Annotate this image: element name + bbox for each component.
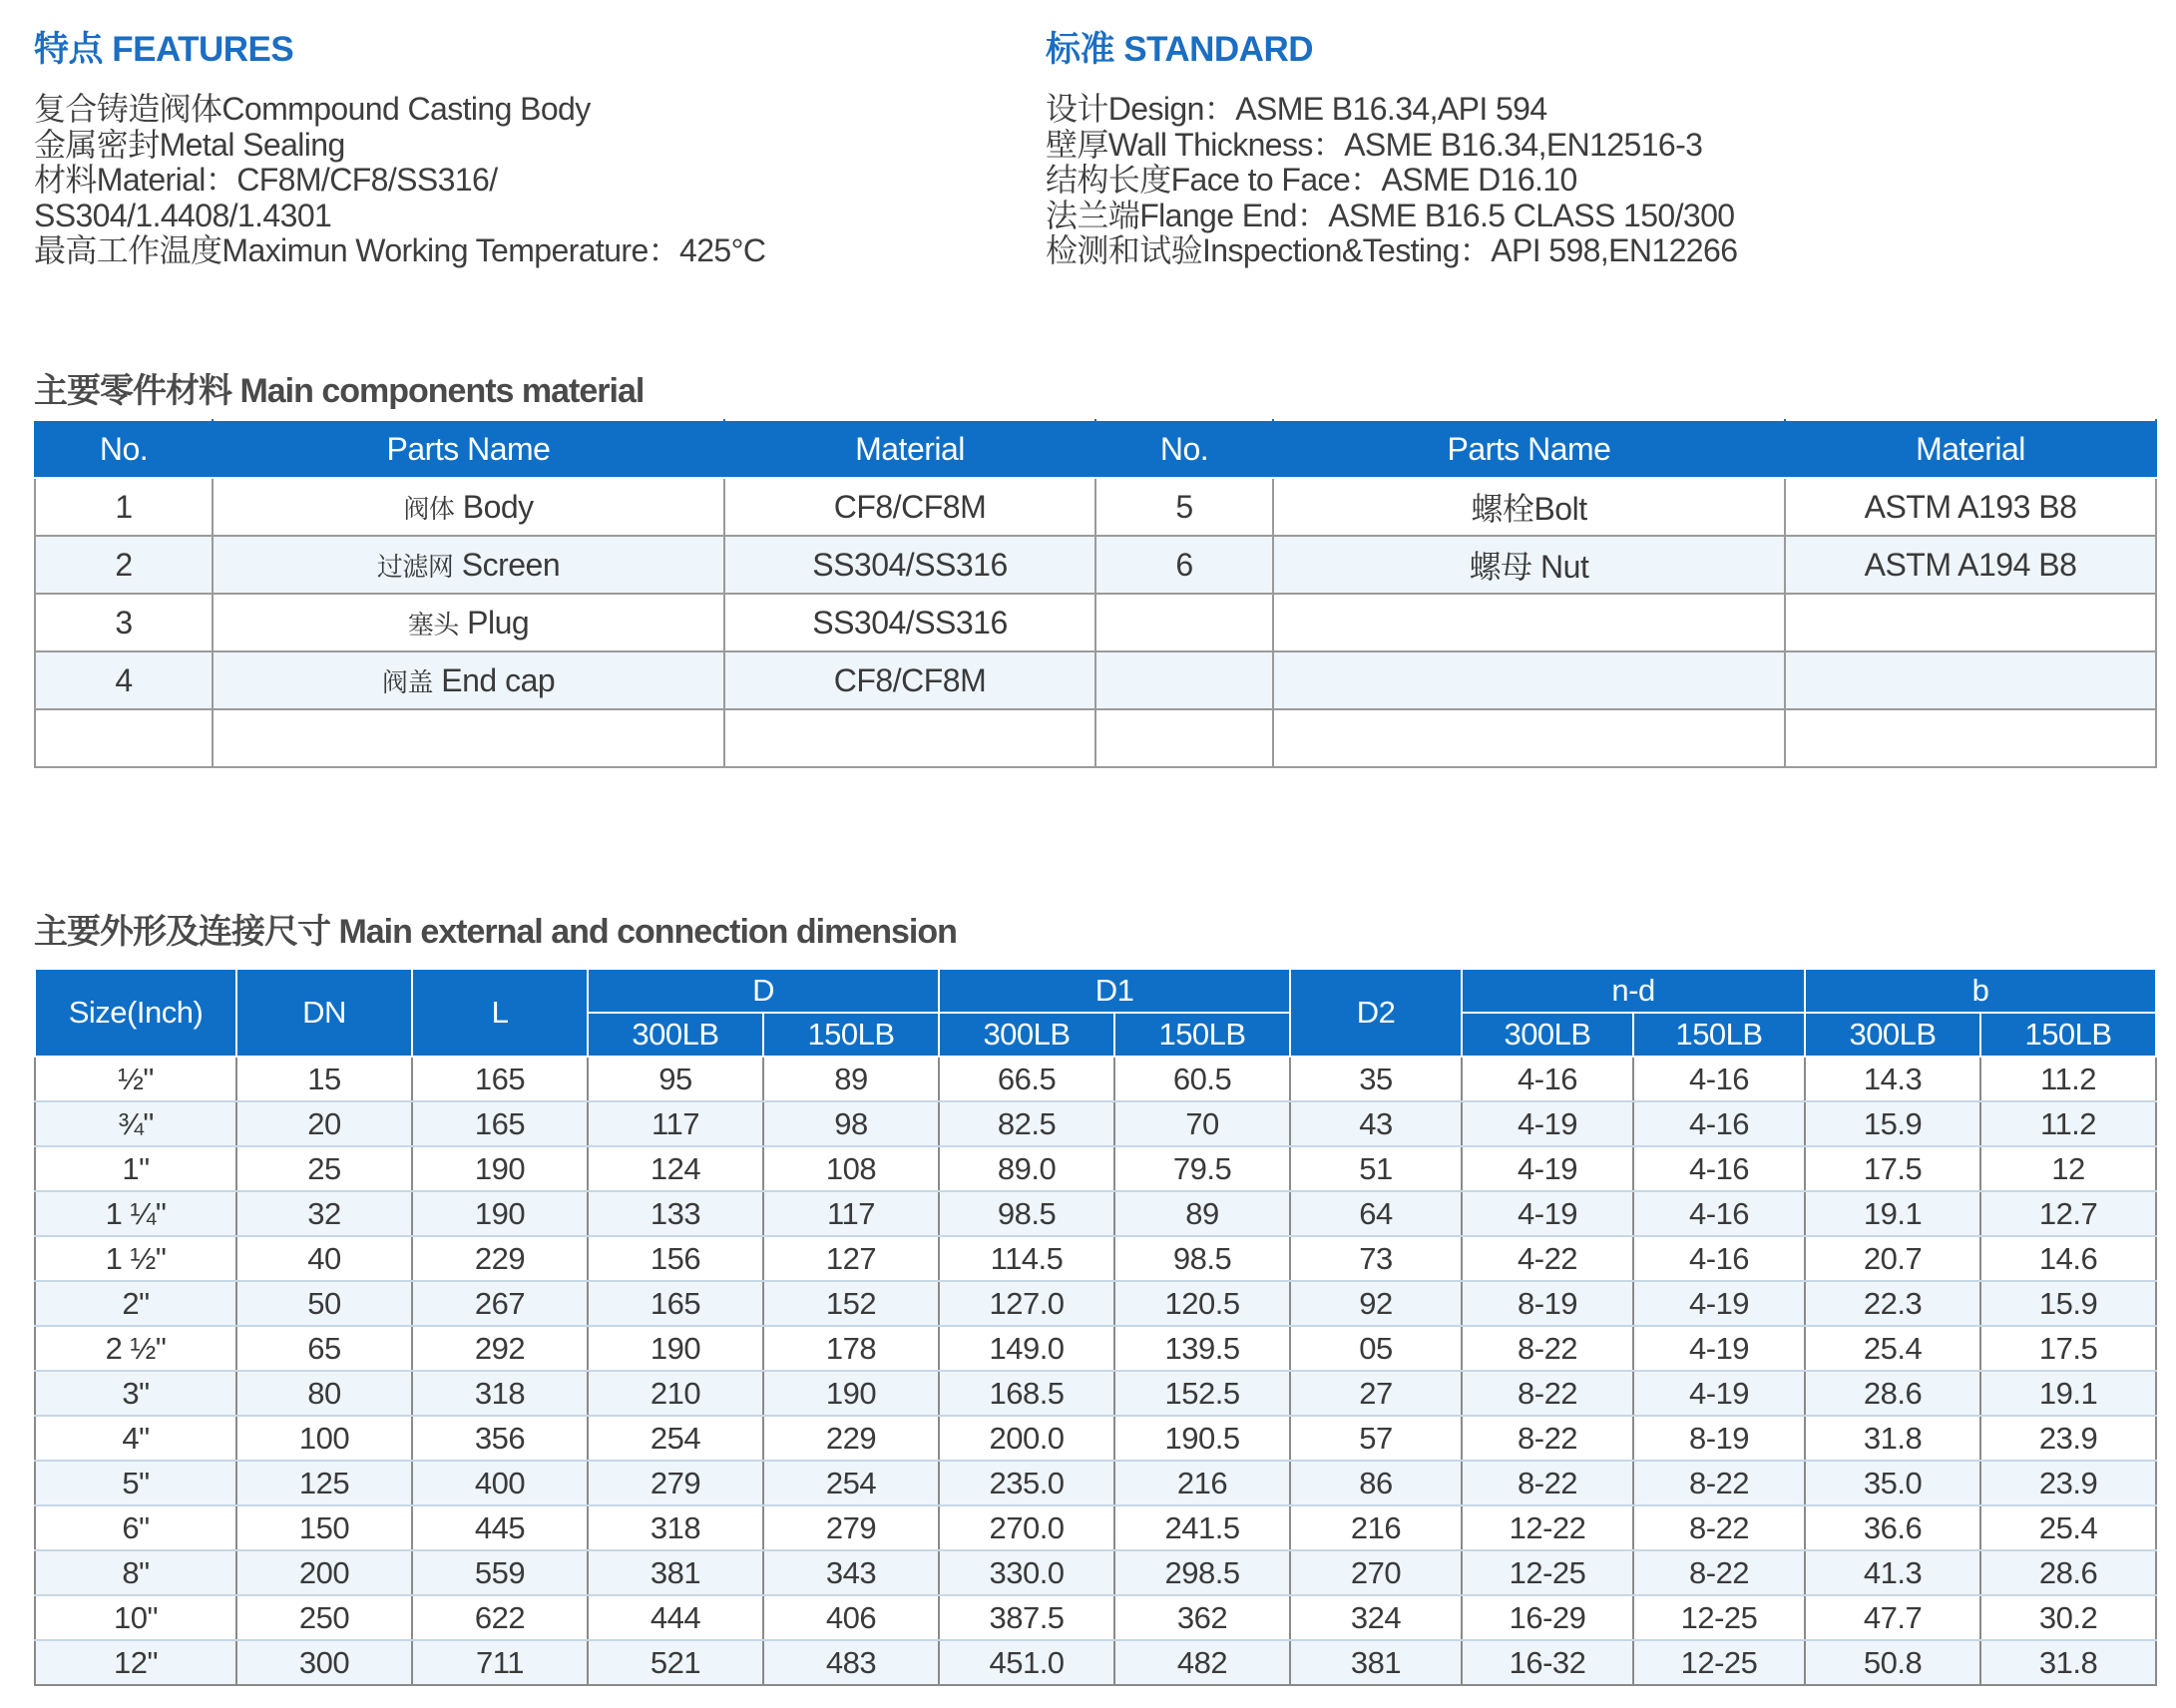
dims-cell-d1-150lb: 152.5 — [1114, 1371, 1290, 1416]
dims-cell-d1-300lb: 66.5 — [939, 1057, 1114, 1101]
dims-cell-l: 165 — [412, 1101, 588, 1146]
dims-cell-n-d-300lb: 4-22 — [1462, 1236, 1633, 1281]
dims-cell-d-300lb: 165 — [588, 1281, 763, 1326]
dims-row — [35, 1461, 2156, 1505]
dims-cell-dn: 100 — [236, 1416, 412, 1461]
parts-material-cell: ASTM A193 B8 — [1785, 478, 2156, 536]
dims-cell-b-150lb: 14.6 — [1980, 1236, 2156, 1281]
dims-cell-n-d-150lb: 8-22 — [1633, 1461, 1805, 1505]
dims-cell-n-d-150lb: 12-25 — [1633, 1595, 1805, 1640]
dims-cell-n-d-150lb: 12-25 — [1633, 1640, 1805, 1685]
parts-no-cell — [1095, 709, 1273, 767]
dims-cell-b-150lb: 31.8 — [1980, 1640, 2156, 1685]
dims-cell-size: 5" — [35, 1461, 236, 1505]
dims-cell-d2: 57 — [1290, 1416, 1462, 1461]
dims-cell-size: 10" — [35, 1595, 236, 1640]
dims-cell-d1-300lb: 451.0 — [939, 1640, 1114, 1685]
dims-cell-l: 190 — [412, 1146, 588, 1191]
dims-cell-d1-150lb: 79.5 — [1114, 1146, 1290, 1191]
dims-cell-n-d-300lb: 8-22 — [1462, 1371, 1633, 1416]
dims-cell-d1-150lb: 241.5 — [1114, 1505, 1290, 1550]
standard-line: 设计Design：ASME B16.34,API 594 — [1046, 91, 1547, 127]
dims-cell-d1-150lb: 98.5 — [1114, 1236, 1290, 1281]
dims-cell-b-150lb: 23.9 — [1980, 1461, 2156, 1505]
dims-cell-b-150lb: 11.2 — [1980, 1101, 2156, 1146]
dims-cell-n-d-300lb: 8-22 — [1462, 1416, 1633, 1461]
parts-no-cell — [35, 709, 213, 767]
features-line: 最高工作温度Maximun Working Temperature：425°C — [34, 232, 766, 268]
features-block — [34, 26, 765, 269]
dims-cell-n-d-150lb: 4-16 — [1633, 1191, 1805, 1236]
dims-cell-d1-150lb: 139.5 — [1114, 1326, 1290, 1371]
dims-header-row — [35, 969, 2156, 1013]
dims-cell-b-300lb: 47.7 — [1805, 1595, 1980, 1640]
dims-cell-n-d-150lb: 4-19 — [1633, 1326, 1805, 1371]
dims-cell-d-300lb: 117 — [588, 1101, 763, 1146]
dims-cell-n-d-150lb: 4-16 — [1633, 1146, 1805, 1191]
dims-cell-size: 12" — [35, 1640, 236, 1685]
dims-cell-d-150lb: 127 — [763, 1236, 939, 1281]
parts-name-cell — [1273, 478, 1785, 536]
parts-name-cell — [1273, 536, 1785, 594]
dims-cell-d-150lb: 152 — [763, 1281, 939, 1326]
dims-row — [35, 1101, 2156, 1146]
dims-cell-d2: 27 — [1290, 1371, 1462, 1416]
dims-cell-n-d-150lb: 4-16 — [1633, 1236, 1805, 1281]
parts-name-cn: 塞头 — [407, 609, 459, 640]
features-title: 特点 FEATURES — [34, 30, 294, 69]
dims-cell-l: 559 — [412, 1550, 588, 1595]
dims-cell-size: 1 ¼" — [35, 1191, 236, 1236]
dims-cell-b-150lb: 28.6 — [1980, 1550, 2156, 1595]
dims-cell-d1-150lb: 216 — [1114, 1461, 1290, 1505]
dims-row — [35, 1550, 2156, 1595]
parts-row — [35, 651, 2156, 709]
dims-cell-b-300lb: 31.8 — [1805, 1416, 1980, 1461]
parts-section-title: 主要零件材料 Main components material — [34, 372, 645, 410]
dims-cell-d-300lb: 521 — [588, 1640, 763, 1685]
dims-cell-d1-300lb: 200.0 — [939, 1416, 1114, 1461]
dims-cell-d1-150lb: 298.5 — [1114, 1550, 1290, 1595]
dims-cell-d2: 381 — [1290, 1640, 1462, 1685]
parts-name-cell — [213, 594, 724, 651]
dims-row — [35, 1057, 2156, 1101]
dims-cell-d2: 51 — [1290, 1146, 1462, 1191]
dims-cell-d-300lb: 444 — [588, 1595, 763, 1640]
dims-cell-d2: 35 — [1290, 1057, 1462, 1101]
dims-cell-size: 8" — [35, 1550, 236, 1595]
dims-cell-d2: 86 — [1290, 1461, 1462, 1505]
dims-cell-d1-150lb: 60.5 — [1114, 1057, 1290, 1101]
dims-cell-n-d-150lb: 8-19 — [1633, 1416, 1805, 1461]
parts-row — [35, 478, 2156, 536]
header-material: Material — [1785, 420, 2156, 478]
parts-name-en: End cap — [432, 661, 556, 698]
parts-row — [35, 709, 2156, 767]
dims-cell-d1-300lb: 114.5 — [939, 1236, 1114, 1281]
parts-no-cell: 1 — [35, 478, 213, 536]
parts-no-cell — [1095, 594, 1273, 651]
dims-cell-b-150lb: 12.7 — [1980, 1191, 2156, 1236]
parts-name-cn: 过滤网 — [376, 551, 454, 582]
parts-name-cn: 阀盖 — [381, 666, 433, 697]
parts-material-cell — [724, 709, 1095, 767]
parts-material-cell — [1785, 709, 2156, 767]
standard-title: 标准 STANDARD — [1046, 30, 1314, 69]
dims-cell-b-150lb: 12 — [1980, 1146, 2156, 1191]
dims-cell-b-300lb: 36.6 — [1805, 1505, 1980, 1550]
dims-cell-b-300lb: 14.3 — [1805, 1057, 1980, 1101]
dims-cell-b-150lb: 30.2 — [1980, 1595, 2156, 1640]
dims-cell-size: 2 ½" — [35, 1326, 236, 1371]
dims-cell-d1-150lb: 482 — [1114, 1640, 1290, 1685]
dims-cell-d1-300lb: 127.0 — [939, 1281, 1114, 1326]
parts-no-cell: 6 — [1095, 536, 1273, 594]
dims-cell-d1-300lb: 82.5 — [939, 1101, 1114, 1146]
parts-table — [34, 419, 2157, 768]
subheader-300lb: 300LB — [939, 1013, 1114, 1057]
dims-cell-dn: 32 — [236, 1191, 412, 1236]
dims-cell-b-150lb: 11.2 — [1980, 1057, 2156, 1101]
features-line: 金属密封Metal Sealing — [34, 126, 345, 163]
subheader-150lb: 150LB — [1980, 1013, 2156, 1057]
dims-cell-d-150lb: 343 — [763, 1550, 939, 1595]
dims-cell-d-150lb: 108 — [763, 1146, 939, 1191]
dims-cell-dn: 65 — [236, 1326, 412, 1371]
dims-cell-b-150lb: 15.9 — [1980, 1281, 2156, 1326]
header-d: D — [588, 969, 939, 1013]
standard-line: 检测和试验Inspection&Testing：API 598,EN12266 — [1046, 232, 1738, 268]
dims-cell-n-d-300lb: 8-19 — [1462, 1281, 1633, 1326]
parts-material-cell: ASTM A194 B8 — [1785, 536, 2156, 594]
dims-cell-l: 318 — [412, 1371, 588, 1416]
subheader-300lb: 300LB — [1462, 1013, 1633, 1057]
parts-header-row — [35, 420, 2156, 478]
dims-cell-d2: 92 — [1290, 1281, 1462, 1326]
dims-cell-d1-300lb: 168.5 — [939, 1371, 1114, 1416]
dims-cell-d1-300lb: 149.0 — [939, 1326, 1114, 1371]
dims-cell-d-300lb: 124 — [588, 1146, 763, 1191]
header-b: b — [1805, 969, 2156, 1013]
dims-cell-d-300lb: 279 — [588, 1461, 763, 1505]
dims-cell-d2: 216 — [1290, 1505, 1462, 1550]
header-dn: DN — [236, 969, 412, 1057]
dims-cell-b-300lb: 15.9 — [1805, 1101, 1980, 1146]
parts-name-cn: 阀体 — [403, 493, 455, 524]
parts-material-cell: SS304/SS316 — [724, 594, 1095, 651]
dims-cell-d2: 64 — [1290, 1191, 1462, 1236]
parts-no-cell: 3 — [35, 594, 213, 651]
parts-name-cell — [1273, 651, 1785, 709]
dims-cell-dn: 25 — [236, 1146, 412, 1191]
dims-cell-size: 2" — [35, 1281, 236, 1326]
dims-cell-n-d-150lb: 8-22 — [1633, 1505, 1805, 1550]
standard-block — [1046, 26, 1737, 269]
dims-cell-b-300lb: 25.4 — [1805, 1326, 1980, 1371]
dims-cell-b-300lb: 20.7 — [1805, 1236, 1980, 1281]
parts-material-cell: CF8/CF8M — [724, 651, 1095, 709]
dims-cell-b-300lb: 19.1 — [1805, 1191, 1980, 1236]
dims-cell-dn: 80 — [236, 1371, 412, 1416]
header-size: Size(Inch) — [35, 969, 236, 1057]
dims-cell-d-150lb: 190 — [763, 1371, 939, 1416]
dims-cell-d-150lb: 117 — [763, 1191, 939, 1236]
parts-no-cell — [1095, 651, 1273, 709]
dims-row — [35, 1371, 2156, 1416]
dims-row — [35, 1416, 2156, 1461]
dims-cell-dn: 250 — [236, 1595, 412, 1640]
dims-cell-n-d-300lb: 16-29 — [1462, 1595, 1633, 1640]
dims-cell-d-150lb: 89 — [763, 1057, 939, 1101]
parts-no-cell: 4 — [35, 651, 213, 709]
dims-cell-b-300lb: 28.6 — [1805, 1371, 1980, 1416]
dims-cell-l: 190 — [412, 1191, 588, 1236]
subheader-150lb: 150LB — [1633, 1013, 1805, 1057]
dims-cell-dn: 300 — [236, 1640, 412, 1685]
dims-row — [35, 1236, 2156, 1281]
dims-cell-b-150lb: 25.4 — [1980, 1505, 2156, 1550]
dims-row — [35, 1595, 2156, 1640]
dims-cell-n-d-150lb: 4-16 — [1633, 1057, 1805, 1101]
dims-cell-d-300lb: 318 — [588, 1505, 763, 1550]
dims-cell-d1-150lb: 120.5 — [1114, 1281, 1290, 1326]
parts-row — [35, 594, 2156, 651]
dims-cell-n-d-150lb: 4-19 — [1633, 1281, 1805, 1326]
dims-cell-dn: 50 — [236, 1281, 412, 1326]
dims-cell-n-d-300lb: 8-22 — [1462, 1461, 1633, 1505]
dims-cell-n-d-300lb: 4-19 — [1462, 1101, 1633, 1146]
dims-cell-n-d-300lb: 12-25 — [1462, 1550, 1633, 1595]
dims-cell-d1-150lb: 89 — [1114, 1191, 1290, 1236]
parts-name-cell — [213, 651, 724, 709]
dims-cell-d1-150lb: 70 — [1114, 1101, 1290, 1146]
dims-cell-l: 445 — [412, 1505, 588, 1550]
dims-cell-size: 6" — [35, 1505, 236, 1550]
dims-cell-n-d-150lb: 4-19 — [1633, 1371, 1805, 1416]
dims-cell-dn: 125 — [236, 1461, 412, 1505]
dims-cell-d-150lb: 406 — [763, 1595, 939, 1640]
parts-material-cell: SS304/SS316 — [724, 536, 1095, 594]
parts-name-cell — [213, 709, 724, 767]
dims-cell-n-d-150lb: 4-16 — [1633, 1101, 1805, 1146]
standard-line: 结构长度Face to Face：ASME D16.10 — [1046, 162, 1577, 198]
parts-name-cell — [1273, 594, 1785, 651]
parts-material-cell: CF8/CF8M — [724, 478, 1095, 536]
dims-cell-d-150lb: 178 — [763, 1326, 939, 1371]
dims-cell-n-d-300lb: 4-19 — [1462, 1191, 1633, 1236]
features-line: 复合铸造阀体Commpound Casting Body — [34, 91, 591, 127]
header-d1: D1 — [939, 969, 1290, 1013]
dims-cell-n-d-300lb: 4-16 — [1462, 1057, 1633, 1101]
dims-cell-d-150lb: 483 — [763, 1640, 939, 1685]
dims-cell-b-300lb: 41.3 — [1805, 1550, 1980, 1595]
dims-cell-l: 356 — [412, 1416, 588, 1461]
parts-name-cn: 螺母 — [1469, 549, 1532, 585]
header-no: No. — [35, 420, 213, 478]
dims-cell-size: 1 ½" — [35, 1236, 236, 1281]
dims-cell-n-d-300lb: 16-32 — [1462, 1640, 1633, 1685]
parts-name-en: Bolt — [1533, 491, 1587, 527]
dims-cell-d-300lb: 381 — [588, 1550, 763, 1595]
parts-name-en: Body — [454, 488, 534, 525]
dims-cell-size: 4" — [35, 1416, 236, 1461]
dims-cell-size: 1" — [35, 1146, 236, 1191]
dims-cell-d2: 43 — [1290, 1101, 1462, 1146]
dims-cell-d1-300lb: 89.0 — [939, 1146, 1114, 1191]
dims-cell-d1-300lb: 387.5 — [939, 1595, 1114, 1640]
dims-cell-d1-150lb: 190.5 — [1114, 1416, 1290, 1461]
parts-name-cn: 螺栓 — [1471, 491, 1534, 527]
parts-material-cell — [1785, 594, 2156, 651]
dims-row — [35, 1505, 2156, 1550]
dims-cell-d2: 05 — [1290, 1326, 1462, 1371]
dims-cell-b-150lb: 23.9 — [1980, 1416, 2156, 1461]
dims-cell-d2: 270 — [1290, 1550, 1462, 1595]
header-material: Material — [724, 420, 1095, 478]
dims-cell-d-300lb: 190 — [588, 1326, 763, 1371]
subheader-300lb: 300LB — [1805, 1013, 1980, 1057]
dims-cell-dn: 15 — [236, 1057, 412, 1101]
dims-cell-l: 229 — [412, 1236, 588, 1281]
dims-cell-dn: 150 — [236, 1505, 412, 1550]
dims-cell-b-300lb: 17.5 — [1805, 1146, 1980, 1191]
parts-material-cell — [1785, 651, 2156, 709]
dims-row — [35, 1281, 2156, 1326]
dims-cell-b-150lb: 17.5 — [1980, 1326, 2156, 1371]
dims-cell-l: 622 — [412, 1595, 588, 1640]
dims-cell-d1-300lb: 98.5 — [939, 1191, 1114, 1236]
parts-name-en: Plug — [458, 604, 530, 640]
dims-cell-n-d-150lb: 8-22 — [1633, 1550, 1805, 1595]
features-line: SS304/1.4408/1.4301 — [34, 197, 332, 233]
dims-cell-l: 165 — [412, 1057, 588, 1101]
header-parts-name: Parts Name — [213, 420, 724, 478]
parts-no-cell: 2 — [35, 536, 213, 594]
parts-name-cell — [213, 536, 724, 594]
dims-cell-size: 3" — [35, 1371, 236, 1416]
dims-cell-n-d-300lb: 4-19 — [1462, 1146, 1633, 1191]
dims-cell-dn: 40 — [236, 1236, 412, 1281]
dims-row — [35, 1191, 2156, 1236]
dims-table — [34, 968, 2157, 1686]
dims-cell-dn: 200 — [236, 1550, 412, 1595]
dims-cell-d-150lb: 229 — [763, 1416, 939, 1461]
dims-cell-d-300lb: 210 — [588, 1371, 763, 1416]
dims-cell-size: ½" — [35, 1057, 236, 1101]
standard-line: 法兰端Flange End：ASME B16.5 CLASS 150/300 — [1046, 197, 1735, 233]
header-n-d: n-d — [1462, 969, 1805, 1013]
dims-cell-n-d-300lb: 12-22 — [1462, 1505, 1633, 1550]
dims-row — [35, 1146, 2156, 1191]
dims-cell-size: ¾" — [35, 1101, 236, 1146]
features-line: 材料Material：CF8M/CF8/SS316/ — [34, 162, 498, 198]
subheader-300lb: 300LB — [588, 1013, 763, 1057]
dims-cell-n-d-300lb: 8-22 — [1462, 1326, 1633, 1371]
dims-cell-b-150lb: 19.1 — [1980, 1371, 2156, 1416]
dims-cell-d-150lb: 98 — [763, 1101, 939, 1146]
dims-cell-d-300lb: 156 — [588, 1236, 763, 1281]
dims-cell-l: 267 — [412, 1281, 588, 1326]
parts-name-en: Nut — [1531, 549, 1589, 585]
header-d2: D2 — [1290, 969, 1462, 1057]
dims-row — [35, 1326, 2156, 1371]
subheader-150lb: 150LB — [1114, 1013, 1290, 1057]
dims-cell-d-300lb: 254 — [588, 1416, 763, 1461]
header-l: L — [412, 969, 588, 1057]
dims-cell-d1-300lb: 235.0 — [939, 1461, 1114, 1505]
dims-cell-d2: 324 — [1290, 1595, 1462, 1640]
dims-cell-b-300lb: 50.8 — [1805, 1640, 1980, 1685]
dims-cell-d-150lb: 279 — [763, 1505, 939, 1550]
dims-cell-d-150lb: 254 — [763, 1461, 939, 1505]
dims-cell-b-300lb: 35.0 — [1805, 1461, 1980, 1505]
standard-line: 壁厚Wall Thickness：ASME B16.34,EN12516-3 — [1046, 126, 1703, 163]
header-parts-name: Parts Name — [1273, 420, 1785, 478]
dims-cell-d-300lb: 133 — [588, 1191, 763, 1236]
header-no: No. — [1095, 420, 1273, 478]
dims-section-title: 主要外形及连接尺寸 Main external and connection dimension — [34, 913, 957, 951]
dims-row — [35, 1640, 2156, 1685]
dims-cell-l: 292 — [412, 1326, 588, 1371]
dims-cell-b-300lb: 22.3 — [1805, 1281, 1980, 1326]
dims-cell-l: 711 — [412, 1640, 588, 1685]
dims-cell-d1-300lb: 270.0 — [939, 1505, 1114, 1550]
dims-cell-d1-150lb: 362 — [1114, 1595, 1290, 1640]
parts-name-en: Screen — [453, 546, 561, 583]
parts-row — [35, 536, 2156, 594]
dims-cell-d2: 73 — [1290, 1236, 1462, 1281]
dims-cell-d1-300lb: 330.0 — [939, 1550, 1114, 1595]
subheader-150lb: 150LB — [763, 1013, 939, 1057]
dims-cell-d-300lb: 95 — [588, 1057, 763, 1101]
parts-name-cell — [1273, 709, 1785, 767]
parts-name-cell — [213, 478, 724, 536]
dims-cell-l: 400 — [412, 1461, 588, 1505]
parts-no-cell: 5 — [1095, 478, 1273, 536]
dims-cell-dn: 20 — [236, 1101, 412, 1146]
